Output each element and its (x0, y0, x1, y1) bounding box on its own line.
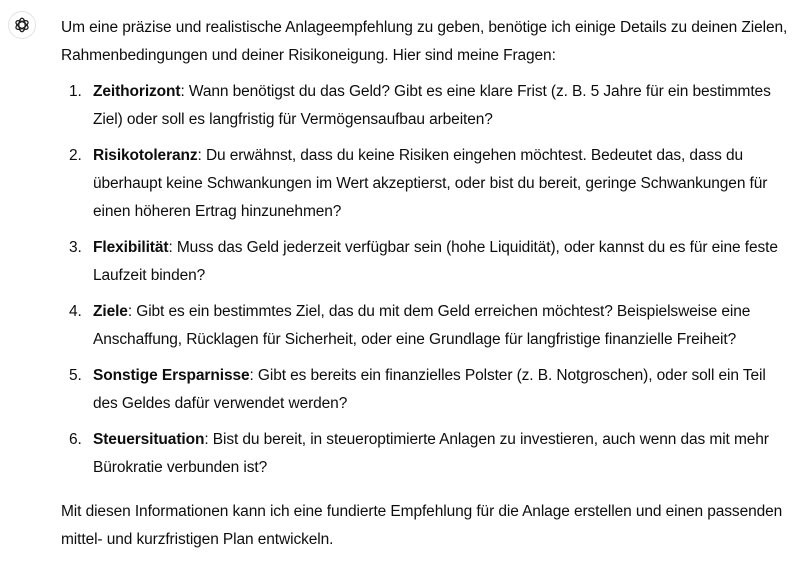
list-item (61, 426, 791, 482)
questions-list (61, 78, 791, 482)
list-item-title: Steuersituation (93, 431, 205, 448)
list-item (61, 234, 791, 290)
list-item-title: Ziele (93, 303, 128, 320)
list-item-text: : Gibt es bereits ein finanzielles Polster (z. B. Notgroschen), oder soll ein Teil des Geldes dafür verwendet werden? (93, 367, 766, 412)
list-item-number: 1. (69, 83, 82, 100)
message-intro: Um eine präzise und realistische Anlageempfehlung zu geben, benötige ich einige Details zu deinen Zielen, Rahmenbedingungen und deiner Risikoneigung. Hier sind meine Fragen: (61, 19, 788, 64)
openai-logo-icon (13, 16, 31, 34)
list-item (61, 142, 791, 226)
list-item-title: Zeithorizont (93, 83, 181, 100)
list-item-title: Sonstige Ersparnisse (93, 367, 250, 384)
message-outro: Mit diesen Informationen kann ich eine fundierte Empfehlung für die Anlage erstellen und einen passenden mittel- und kurzfristigen Plan entwickeln. (61, 503, 783, 548)
list-item-number: 5. (69, 367, 82, 384)
list-item-number: 3. (69, 239, 82, 256)
list-item-text: : Muss das Geld jederzeit verfügbar sein (hohe Liquidität), oder kannst du es für eine feste Laufzeit binden? (93, 239, 778, 284)
assistant-message (61, 14, 791, 554)
list-item-number: 2. (69, 147, 82, 164)
list-item (61, 78, 791, 134)
list-item-title: Flexibilität (93, 239, 169, 256)
list-item-text: : Bist du bereit, in steueroptimierte Anlagen zu investieren, auch wenn das mit mehr Bürokratie verbunden ist? (93, 431, 769, 476)
assistant-avatar (8, 11, 36, 39)
list-item-text: : Du erwähnst, dass du keine Risiken eingehen möchtest. Bedeutet das, dass du überhaupt keine Schwankungen im Wert akzeptierst, oder bist du bereit, geringe Schwankungen für einen höheren Ertrag hinzunehmen? (93, 147, 768, 220)
list-item-text: : Gibt es ein bestimmtes Ziel, das du mit dem Geld erreichen möchtest? Beispielsweise eine Anschaffung, Rücklagen für Sicherheit, oder eine Grundlage für langfristige finanzielle Freiheit? (93, 303, 751, 348)
list-item-title: Risikotoleranz (93, 147, 198, 164)
list-item-text: : Wann benötigst du das Geld? Gibt es eine klare Frist (z. B. 5 Jahre für ein bestimmtes Ziel) oder soll es langfristig für Vermögensaufbau arbeiten? (93, 83, 771, 128)
list-item-number: 6. (69, 431, 82, 448)
list-item (61, 362, 791, 418)
list-item-number: 4. (69, 303, 82, 320)
list-item (61, 298, 791, 354)
